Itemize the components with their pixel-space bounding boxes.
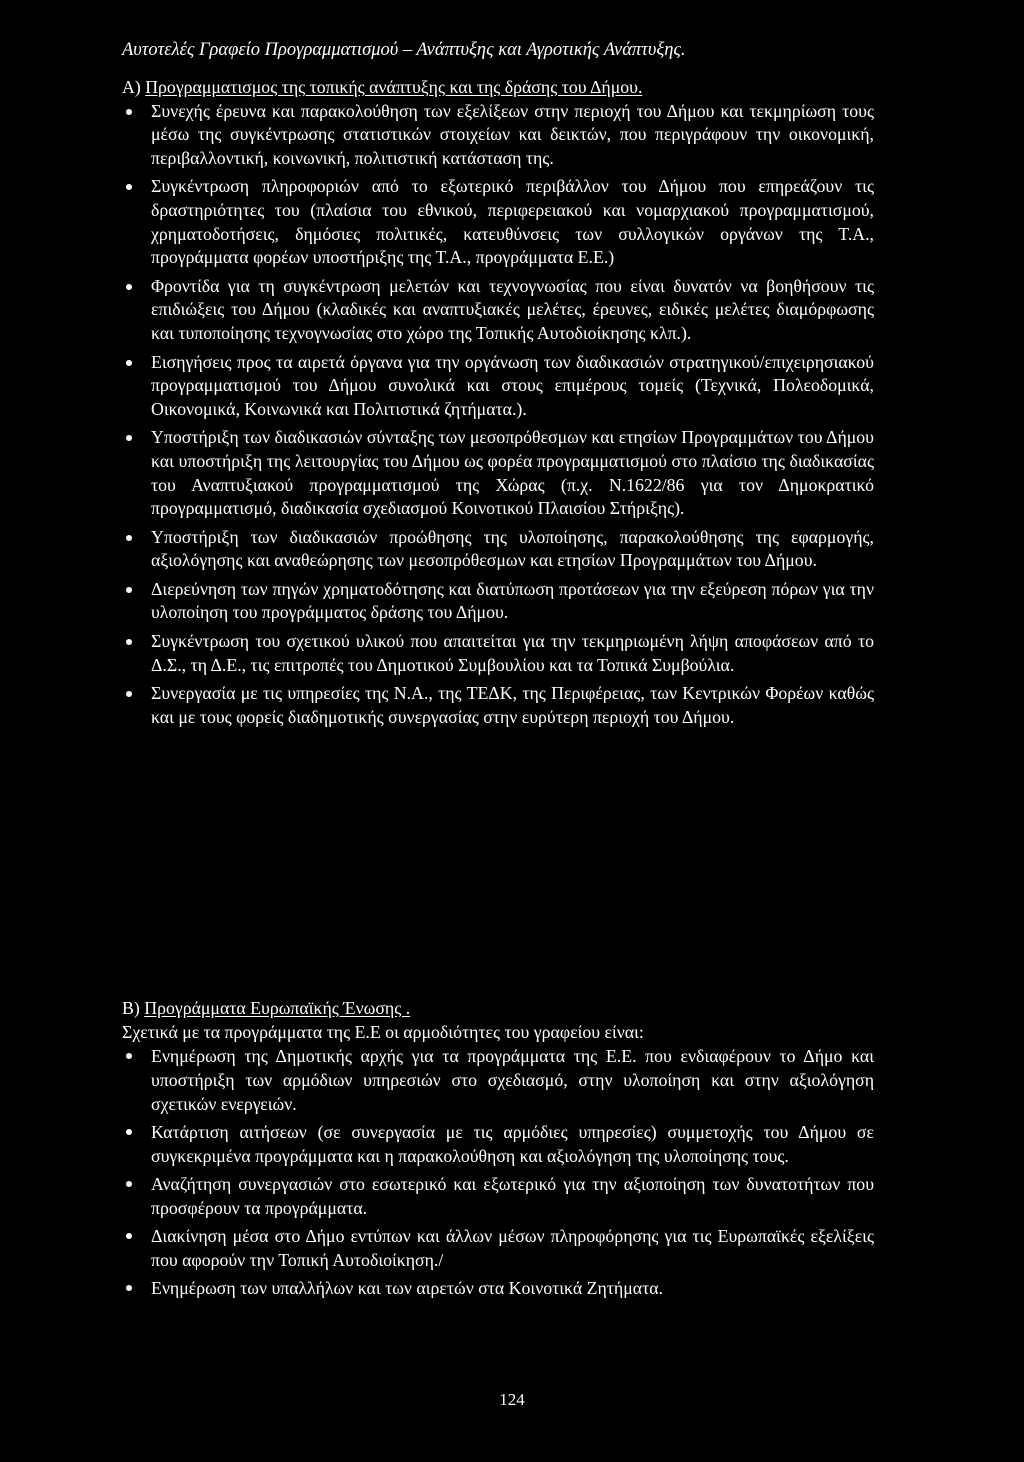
section-a-list: [122, 100, 874, 730]
section-a-prefix: Α): [122, 77, 146, 97]
list-item: [122, 1044, 874, 1116]
section-b-list: [122, 1044, 874, 1300]
bullet-icon: [126, 587, 132, 593]
list-item-text: Εισηγήσεις προς τα αιρετά όργανα για την οργάνωση των διαδικασιών στρατηγικού/επιχειρησιακού προγραμματισμού του Δήμου συνολικά και στους επιμέρους τομείς (Τεχνικά, Πολεοδομικά, Οικονομικά, Κοινωνικά και Πολιτιστικά ζητήματα.).: [151, 351, 874, 419]
bullet-icon: [126, 1181, 132, 1187]
list-item: [122, 175, 874, 269]
bullet-icon: [126, 691, 132, 697]
bullet-icon: [126, 1129, 132, 1135]
list-item: [122, 1276, 874, 1300]
list-item-text: Υποστήριξη των διαδικασιών προώθησης της υλοποίησης, παρακολούθησης της εφαρμογής, αξιολόγησης και αναθεώρησης των μεσοπρόθεσμων και ετησίων Προγραμμάτων του Δήμου.: [151, 526, 874, 571]
list-item-text: Αναζήτηση συνεργασιών στο εσωτερικό και εξωτερικό για την αξιοποίηση των δυνατοτήτων που προσφέρουν τα προγράμματα.: [151, 1174, 874, 1218]
list-item-text: Συγκέντρωση του σχετικού υλικού που απαιτείται για την τεκμηριωμένη λήψη αποφάσεων από το Δ.Σ., τη Δ.Ε., τις επιτροπές του Δημοτικού Συμβουλίου και τα Τοπικά Συμβούλια.: [151, 631, 874, 675]
list-item: [122, 1224, 874, 1272]
list-item-text: Ενημέρωση της Δημοτικής αρχής για τα προγράμματα της Ε.Ε. που ενδιαφέρουν το Δήμο και υποστήριξη των αρμόδιων υπηρεσιών στο σχεδιασμό, στην υλοποίηση και στην αξιολόγηση σχετικών ενεργειών.: [151, 1046, 874, 1114]
bullet-icon: [126, 1053, 132, 1059]
list-item-text: Υποστήριξη των διαδικασιών σύνταξης των μεσοπρόθεσμων και ετησίων Προγραμμάτων του Δήμου και υποστήριξη της λειτουργίας του Δήμου ως φορέα προγραμματισμού στο πλαίσιο της διαδικασίας του Αναπτυξιακού προγραμματισμού της Χώρας (π.χ. Ν.1622/86 για τον Δημοκρατικό προγραμματισμό, διαδικασία σχεδιασμού Κοινοτικού Πλαισίου Στήριξης).: [151, 427, 874, 519]
list-item: [122, 578, 874, 625]
list-item: [122, 682, 874, 729]
section-b: [122, 996, 874, 1304]
list-item-text: Διακίνηση μέσα στο Δήμο εντύπων και άλλων μέσων πληροφόρησης για τις Ευρωπαϊκές εξελίξεις που αφορούν την Τοπική Αυτοδιοίκηση./: [151, 1226, 874, 1270]
list-item-text: Κατάρτιση αιτήσεων (σε συνεργασία με τις αρμόδιες υπηρεσίες) συμμετοχής του Δήμου σε συγκεκριμένα προγράμματα και η παρακολούθηση και αξιολόγηση της υλοποίησης τους.: [151, 1122, 874, 1166]
bullet-icon: [126, 535, 132, 541]
bullet-icon: [126, 184, 132, 190]
section-a: [122, 76, 874, 729]
list-item-text: Φροντίδα για τη συγκέντρωση μελετών και τεχνογνωσίας που είναι δυνατόν να βοηθήσουν τις επιδιώξεις του Δήμου (κλαδικές και αναπτυξιακές μελέτες, έρευνες, ειδικές μελέτες διαμόρφωσης και τυποποίησης τεχνογνωσίας στο χώρο της Τοπικής Αυτοδιοίκησης κλπ.).: [151, 275, 874, 343]
section-b-heading: Προγράμματα Ευρωπαϊκής Ένωσης .: [144, 998, 411, 1018]
list-item-text: Ενημέρωση των υπαλλήλων και των αιρετών στα Κοινοτικά Ζητήματα.: [151, 1278, 663, 1298]
bullet-icon: [126, 284, 132, 290]
list-item: [122, 275, 874, 346]
list-item-text: Συνεχής έρευνα και παρακολούθηση των εξελίξεων στην περιοχή του Δήμου και τεκμηρίωση τους μέσω της συγκέντρωσης στατιστικών στοιχείων και δεικτών, που περιγράφουν την οικονομική, περιβαλλοντική, κοινωνική, πολιτιστική κατάσταση της.: [151, 100, 874, 168]
bullet-icon: [126, 1233, 132, 1239]
list-item-text: Συγκέντρωση πληροφοριών από το εξωτερικό περιβάλλον του Δήμου που επηρεάζουν τις δραστηριότητες του (πλαίσια του εθνικού, περιφερειακού και νομαρχιακού προγραμματισμού, χρηματοδοτήσεις, δημόσιες πολιτικές, κατευθύνσεις των συλλογικών οργάνων της Τ.Α., προγράμματα φορέων υποστήριξης της Τ.Α., προγράμματα Ε.Ε.): [151, 176, 874, 268]
bullet-icon: [126, 435, 132, 441]
bullet-icon: [126, 109, 132, 115]
bullet-icon: [126, 360, 132, 366]
list-item-text: Συνεργασία με τις υπηρεσίες της Ν.Α., της ΤΕΔΚ, της Περιφέρειας, των Κεντρικών Φορέων καθώς και με τους φορείς διαδημοτικής συνεργασίας στην ευρύτερη περιοχή του Δήμου.: [151, 683, 874, 727]
list-item-text: Διερεύνηση των πηγών χρηματοδότησης και διατύπωση προτάσεων για την εξεύρεση πόρων για την υλοποίηση του προγράμματος δράσης του Δήμου.: [151, 578, 874, 623]
list-item: [122, 1172, 874, 1220]
bullet-icon: [126, 639, 132, 645]
section-b-prefix: Β): [122, 998, 145, 1018]
bullet-icon: [126, 1285, 132, 1291]
page-header: Αυτοτελές Γραφείο Προγραμματισμού – Ανάπτυξης και Αγροτικής Ανάπτυξης.: [122, 40, 686, 60]
list-item: [122, 100, 874, 171]
section-a-heading: Προγραμματισμος της τοπικής ανάπτυξης και της δράσης του Δήμου.: [145, 77, 643, 97]
list-item: [122, 426, 874, 520]
list-item: [122, 526, 874, 573]
page-number: 124: [499, 1390, 525, 1409]
list-item: [122, 351, 874, 422]
section-b-intro: Σχετικά με τα προγράμματα της Ε.Ε οι αρμοδιότητες του γραφείου είναι:: [122, 1022, 644, 1042]
list-item: [122, 1120, 874, 1168]
section-b-title: [122, 996, 874, 1020]
list-item: [122, 630, 874, 677]
section-a-title: [122, 76, 874, 100]
